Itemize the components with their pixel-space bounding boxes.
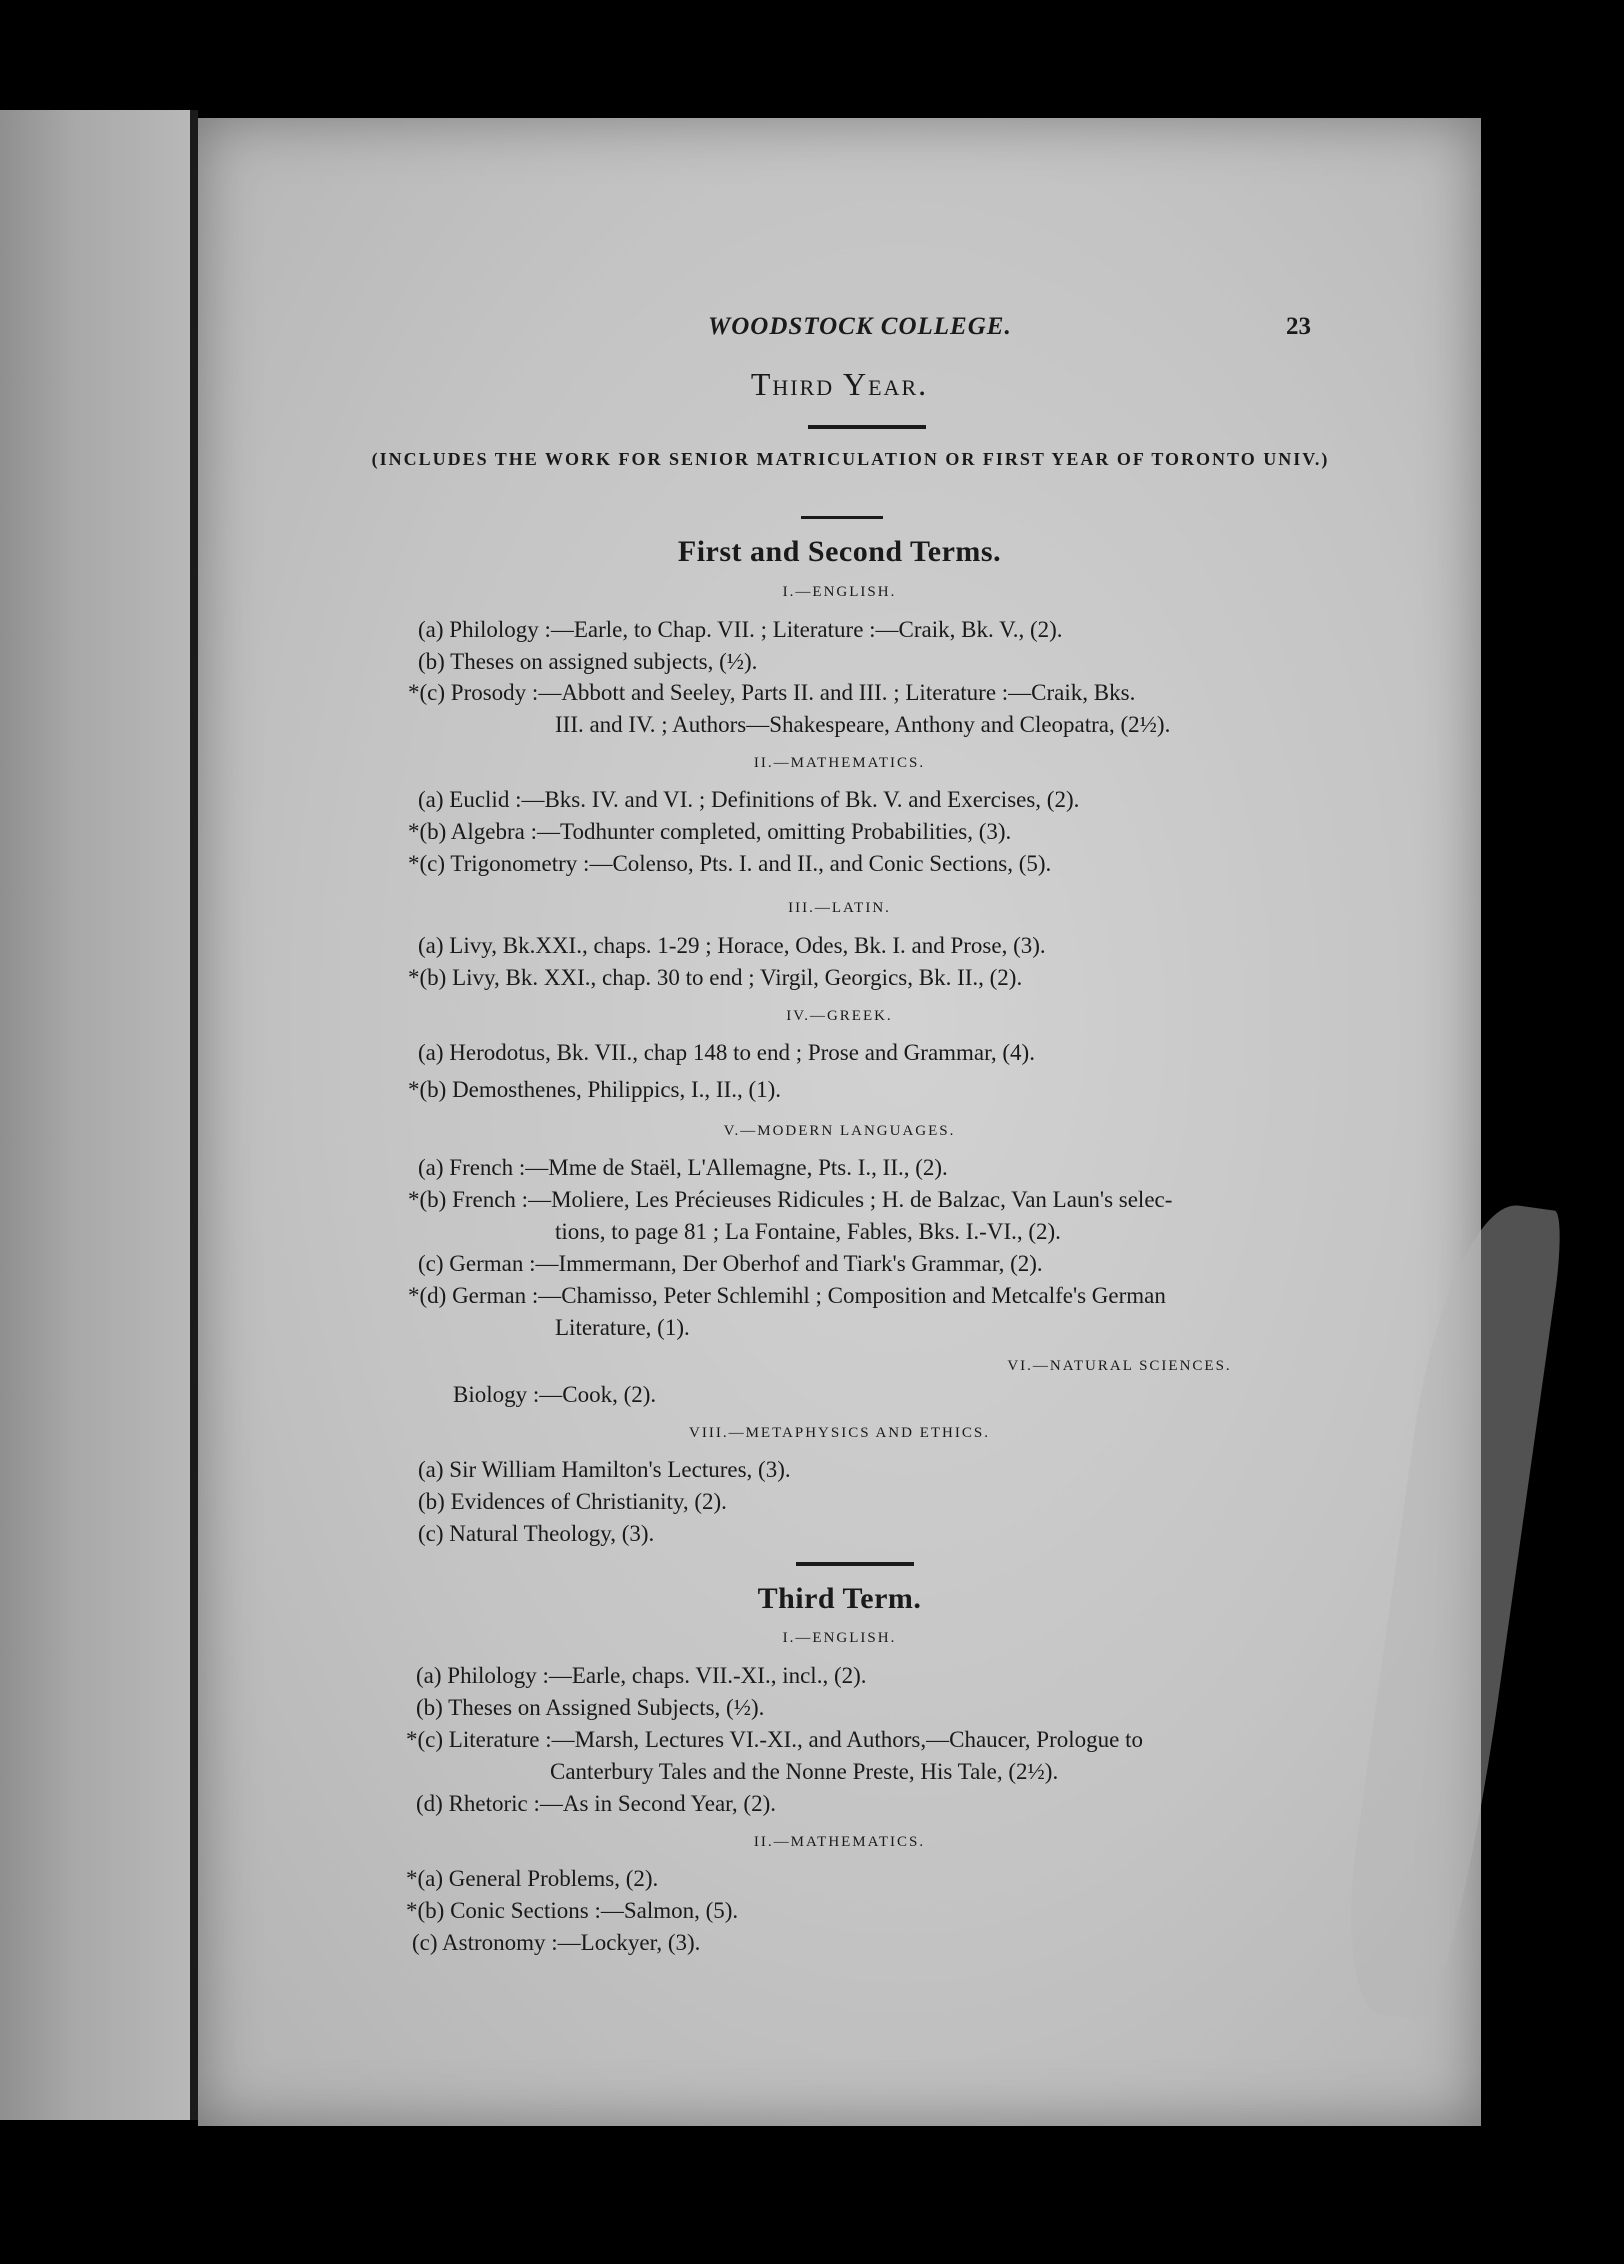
- section-rule: [796, 1562, 914, 1566]
- english3-item-d: (d) Rhetoric :—As in Second Year, (2).: [416, 1791, 776, 1816]
- division-heading-metaphysics-ethics: VIII.—METAPHYSICS AND ETHICS.: [689, 1425, 990, 1441]
- modern-item-a: (a) French :—Mme de Staël, L'Allemagne, Pts. I., II., (2).: [418, 1155, 948, 1180]
- facing-page-edge: [0, 110, 192, 2120]
- title-rule: [808, 425, 926, 429]
- greek-item-b: *(b) Demosthenes, Philippics, I., II., (1).: [408, 1077, 782, 1102]
- math3-item-c: (c) Astronomy :—Lockyer, (3).: [412, 1930, 701, 1955]
- book-gutter: [190, 110, 198, 2120]
- page-content: [198, 118, 1481, 2126]
- latin-item-a: (a) Livy, Bk.XXI., chaps. 1-29 ; Horace, Odes, Bk. I. and Prose, (3).: [418, 933, 1046, 958]
- math-item-a: (a) Euclid :—Bks. IV. and VI. ; Definitions of Bk. V. and Exercises, (2).: [418, 787, 1080, 812]
- english3-item-c: *(c) Literature :—Marsh, Lectures VI.-XI., and Authors,—Chaucer, Prologue to: [406, 1727, 1143, 1752]
- matriculation-note: (INCLUDES THE WORK FOR SENIOR MATRICULATION OR FIRST YEAR OF TORONTO UNIV.): [371, 449, 1330, 469]
- math-item-c: *(c) Trigonometry :—Colenso, Pts. I. and II., and Conic Sections, (5).: [408, 851, 1052, 876]
- section-heading-first-second-terms: First and Second Terms.: [677, 535, 1002, 568]
- modern-item-d: *(d) German :—Chamisso, Peter Schlemihl ; Composition and Metcalfe's German: [408, 1283, 1166, 1308]
- math3-item-a: *(a) General Problems, (2).: [406, 1866, 659, 1891]
- english-item-c-cont: III. and IV. ; Authors—Shakespeare, Anthony and Cleopatra, (2½).: [555, 712, 1171, 737]
- modern-item-d-cont: Literature, (1).: [555, 1315, 690, 1340]
- english-item-c: *(c) Prosody :—Abbott and Seeley, Parts II. and III. ; Literature :—Craik, Bks.: [408, 680, 1136, 705]
- page-title: Third Year.: [750, 366, 929, 402]
- latin-item-b: *(b) Livy, Bk. XXI., chap. 30 to end ; Virgil, Georgics, Bk. II., (2).: [408, 965, 1023, 990]
- modern-item-c: (c) German :—Immermann, Der Oberhof and Tiark's Grammar, (2).: [418, 1251, 1043, 1276]
- division-heading-english-third: I.—ENGLISH.: [782, 1630, 897, 1646]
- division-heading-modern-languages: V.—MODERN LANGUAGES.: [723, 1123, 956, 1139]
- metaphysics-item-b: (b) Evidences of Christianity, (2).: [418, 1489, 727, 1514]
- division-heading-mathematics-third: II.—MATHEMATICS.: [753, 1834, 926, 1850]
- english-item-a: (a) Philology :—Earle, to Chap. VII. ; Literature :—Craik, Bk. V., (2).: [418, 617, 1063, 642]
- modern-item-b-cont: tions, to page 81 ; La Fontaine, Fables, Bks. I.-VI., (2).: [555, 1219, 1061, 1244]
- english3-item-c-cont: Canterbury Tales and the Nonne Preste, His Tale, (2½).: [550, 1759, 1059, 1784]
- metaphysics-item-a: (a) Sir William Hamilton's Lectures, (3).: [418, 1457, 791, 1482]
- page-number: 23: [1286, 313, 1311, 340]
- note-rule: [801, 516, 883, 519]
- modern-item-b: *(b) French :—Moliere, Les Précieuses Ridicules ; H. de Balzac, Van Laun's selec-: [408, 1187, 1173, 1212]
- section-heading-third-term: Third Term.: [757, 1582, 922, 1615]
- division-heading-latin: III.—LATIN.: [788, 900, 891, 916]
- running-head: WOODSTOCK COLLEGE.: [708, 313, 1012, 340]
- division-heading-natural-sciences: VI.—NATURAL SCIENCES.: [1007, 1358, 1232, 1374]
- math-item-b: *(b) Algebra :—Todhunter completed, omitting Probabilities, (3).: [408, 819, 1012, 844]
- greek-item-a: (a) Herodotus, Bk. VII., chap 148 to end ; Prose and Grammar, (4).: [418, 1040, 1035, 1065]
- science-item-biology: Biology :—Cook, (2).: [453, 1382, 657, 1407]
- english-item-b: (b) Theses on assigned subjects, (½).: [418, 649, 758, 674]
- math3-item-b: *(b) Conic Sections :—Salmon, (5).: [406, 1898, 739, 1923]
- english3-item-b: (b) Theses on Assigned Subjects, (½).: [416, 1695, 765, 1720]
- english3-item-a: (a) Philology :—Earle, chaps. VII.-XI., incl., (2).: [416, 1663, 867, 1688]
- division-heading-english: I.—ENGLISH.: [782, 584, 897, 600]
- division-heading-mathematics: II.—MATHEMATICS.: [753, 755, 926, 771]
- division-heading-greek: IV.—GREEK.: [786, 1008, 893, 1024]
- metaphysics-item-c: (c) Natural Theology, (3).: [418, 1521, 655, 1546]
